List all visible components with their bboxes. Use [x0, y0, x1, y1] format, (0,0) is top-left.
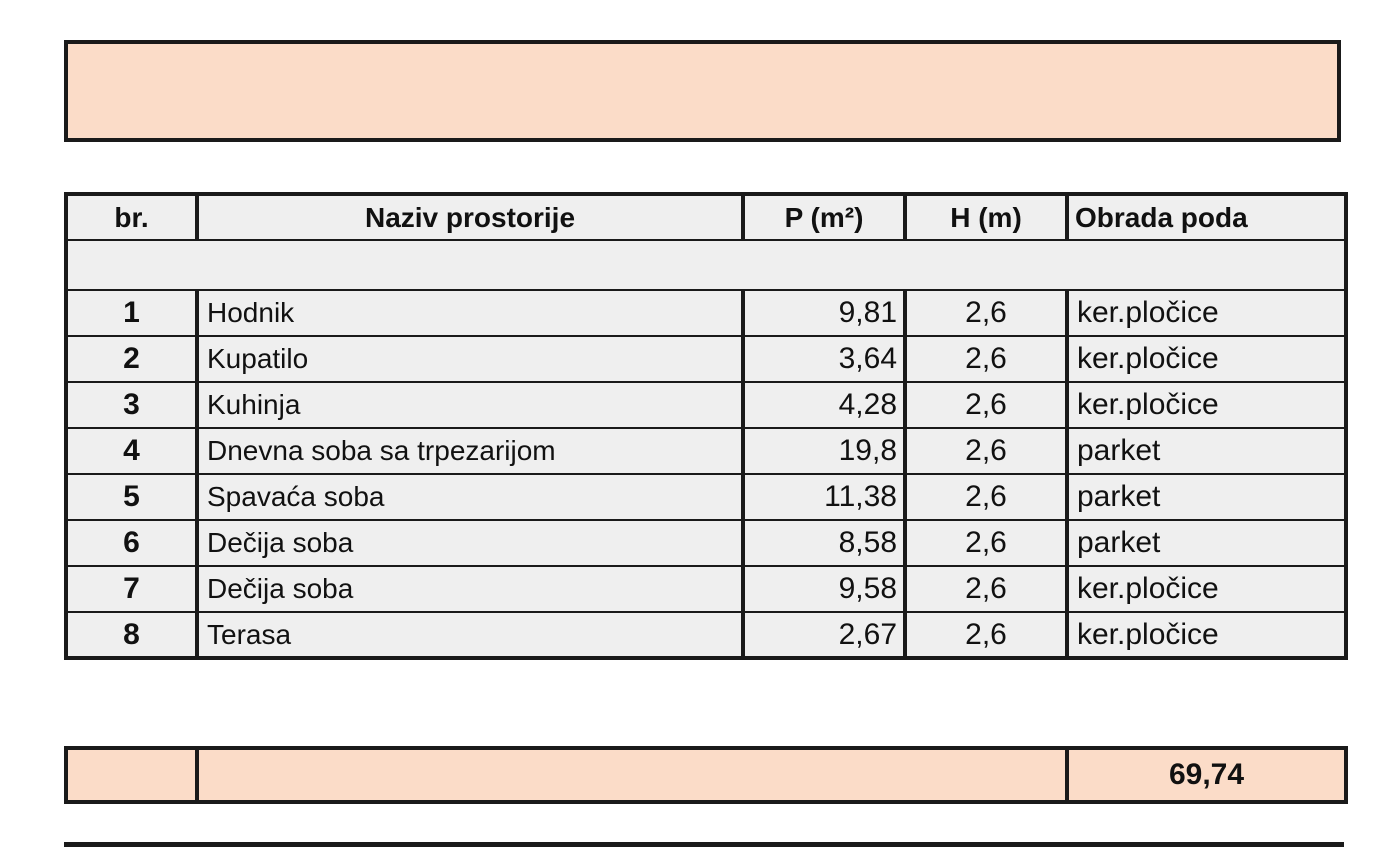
- cell-area: 8,58: [743, 520, 905, 566]
- cell-num: 4: [66, 428, 197, 474]
- cell-num: 6: [66, 520, 197, 566]
- table-row: [66, 520, 1346, 566]
- cell-num: 8: [66, 612, 197, 658]
- header-num: br.: [66, 194, 197, 240]
- header-height: H (m): [905, 194, 1067, 240]
- table-spacer-row: [66, 240, 1346, 290]
- cell-floor: ker.pločice: [1067, 290, 1346, 336]
- header-area: P (m²): [743, 194, 905, 240]
- cell-name: Dečija soba: [197, 566, 743, 612]
- cell-name: Dnevna soba sa trpezarijom: [197, 428, 743, 474]
- cell-area: 9,58: [743, 566, 905, 612]
- cell-area: 3,64: [743, 336, 905, 382]
- table-row: [66, 566, 1346, 612]
- cell-height: 2,6: [905, 520, 1067, 566]
- table-row: [66, 290, 1346, 336]
- cell-height: 2,6: [905, 336, 1067, 382]
- cell-height: 2,6: [905, 566, 1067, 612]
- total-label-cell: [197, 748, 1067, 802]
- cell-height: 2,6: [905, 382, 1067, 428]
- table-header-row: [66, 194, 1346, 240]
- cell-name: Kupatilo: [197, 336, 743, 382]
- cell-floor: parket: [1067, 428, 1346, 474]
- cell-num: 5: [66, 474, 197, 520]
- cell-floor: parket: [1067, 520, 1346, 566]
- cell-area: 4,28: [743, 382, 905, 428]
- cell-name: Dečija soba: [197, 520, 743, 566]
- cell-floor: ker.pločice: [1067, 382, 1346, 428]
- cell-height: 2,6: [905, 612, 1067, 658]
- table-row: [66, 428, 1346, 474]
- cell-height: 2,6: [905, 428, 1067, 474]
- cell-name: Hodnik: [197, 290, 743, 336]
- cell-name: Kuhinja: [197, 382, 743, 428]
- total-row: [66, 748, 1346, 802]
- cell-area: 11,38: [743, 474, 905, 520]
- cell-floor: ker.pločice: [1067, 336, 1346, 382]
- cell-num: 3: [66, 382, 197, 428]
- cell-name: Terasa: [197, 612, 743, 658]
- cell-name: Spavaća soba: [197, 474, 743, 520]
- header-name: Naziv prostorije: [197, 194, 743, 240]
- bottom-divider: [64, 842, 1344, 847]
- cell-height: 2,6: [905, 290, 1067, 336]
- cell-area: 19,8: [743, 428, 905, 474]
- cell-area: 2,67: [743, 612, 905, 658]
- cell-floor: parket: [1067, 474, 1346, 520]
- cell-floor: ker.pločice: [1067, 612, 1346, 658]
- cell-area: 9,81: [743, 290, 905, 336]
- spacer-cell: [66, 240, 1346, 290]
- cell-floor: ker.pločice: [1067, 566, 1346, 612]
- cell-num: 7: [66, 566, 197, 612]
- table-row: [66, 612, 1346, 658]
- cell-num: 2: [66, 336, 197, 382]
- title-banner: [64, 40, 1341, 142]
- total-blank-cell: [66, 748, 197, 802]
- table-row: [66, 474, 1346, 520]
- table-row: [66, 336, 1346, 382]
- total-area-value: 69,74: [1067, 748, 1346, 802]
- rooms-table: [64, 192, 1348, 660]
- cell-num: 1: [66, 290, 197, 336]
- table-row: [66, 382, 1346, 428]
- cell-height: 2,6: [905, 474, 1067, 520]
- header-floor: Obrada poda: [1067, 194, 1346, 240]
- total-table: [64, 746, 1348, 804]
